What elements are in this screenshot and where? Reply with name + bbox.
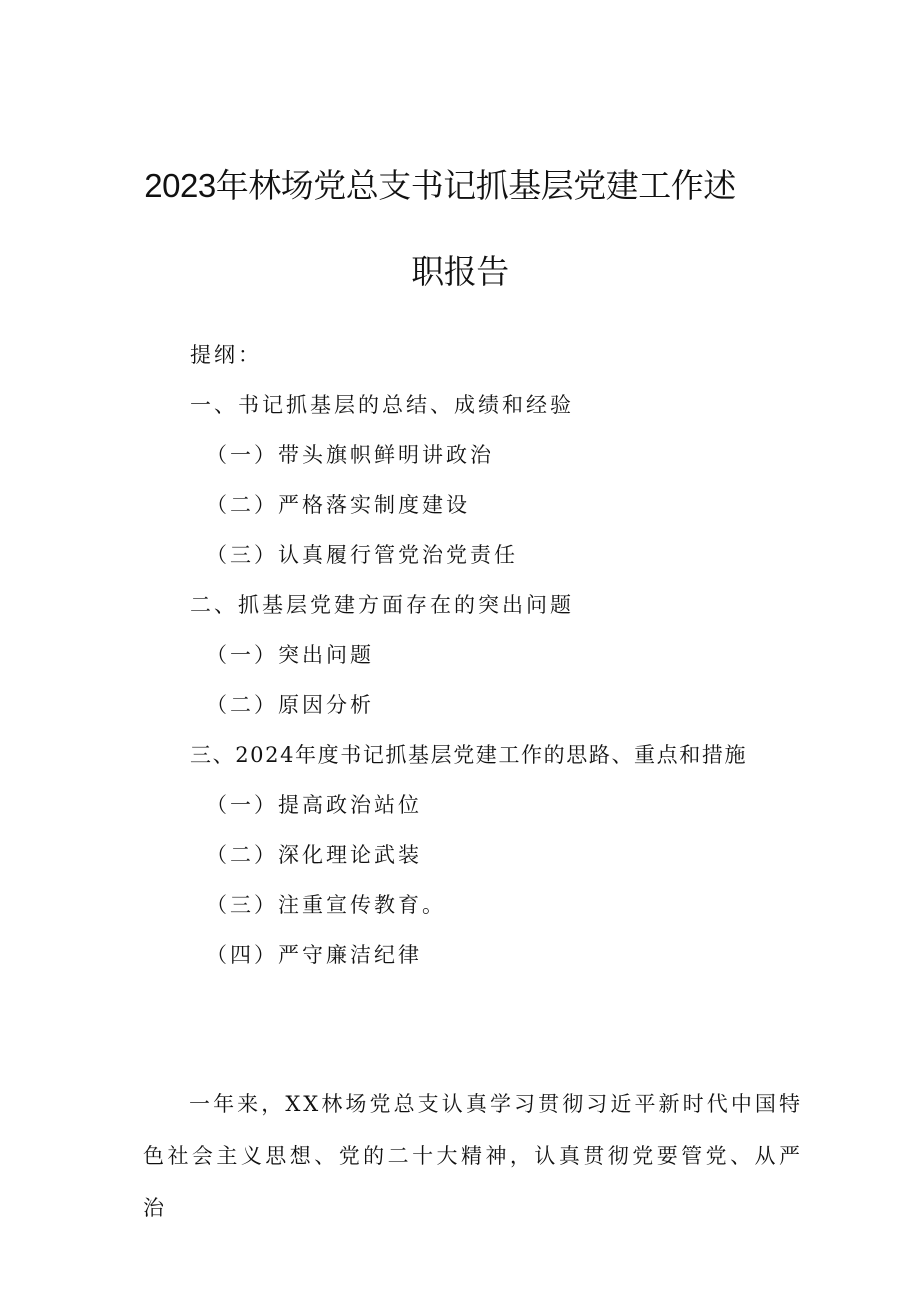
outline-item: 一、书记抓基层的总结、成绩和经验 [190, 393, 574, 417]
document-title-line-1: 2023年林场党总支书记抓基层党建工作述 [144, 167, 736, 204]
outline-item: （一）突出问题 [206, 643, 374, 667]
outline-item: （二）原因分析 [206, 693, 374, 717]
outline-item: 三、2024年度书记抓基层党建工作的思路、重点和措施 [190, 743, 748, 767]
outline-item: （四）严守廉洁纪律 [206, 943, 422, 967]
outline-item: 二、抓基层党建方面存在的突出问题 [190, 593, 574, 617]
outline-item: （二）严格落实制度建设 [206, 493, 470, 517]
outline-item: （一）提高政治站位 [206, 793, 422, 817]
body-paragraph: 一年来，XX林场党总支认真学习贯彻习近平新时代中国特色社会主义思想、党的二十大精神，认真贯彻党要管党、从严治 [143, 1092, 803, 1220]
outline-item: （二）深化理论武装 [206, 843, 422, 867]
outline-item: （三）认真履行管党治党责任 [206, 543, 518, 567]
outline-item: （三）注重宣传教育。 [206, 893, 446, 917]
outline-item: （一）带头旗帜鲜明讲政治 [206, 443, 494, 467]
document-title-line-2: 职报告 [411, 253, 509, 290]
outline-heading: 提纲： [190, 343, 262, 367]
